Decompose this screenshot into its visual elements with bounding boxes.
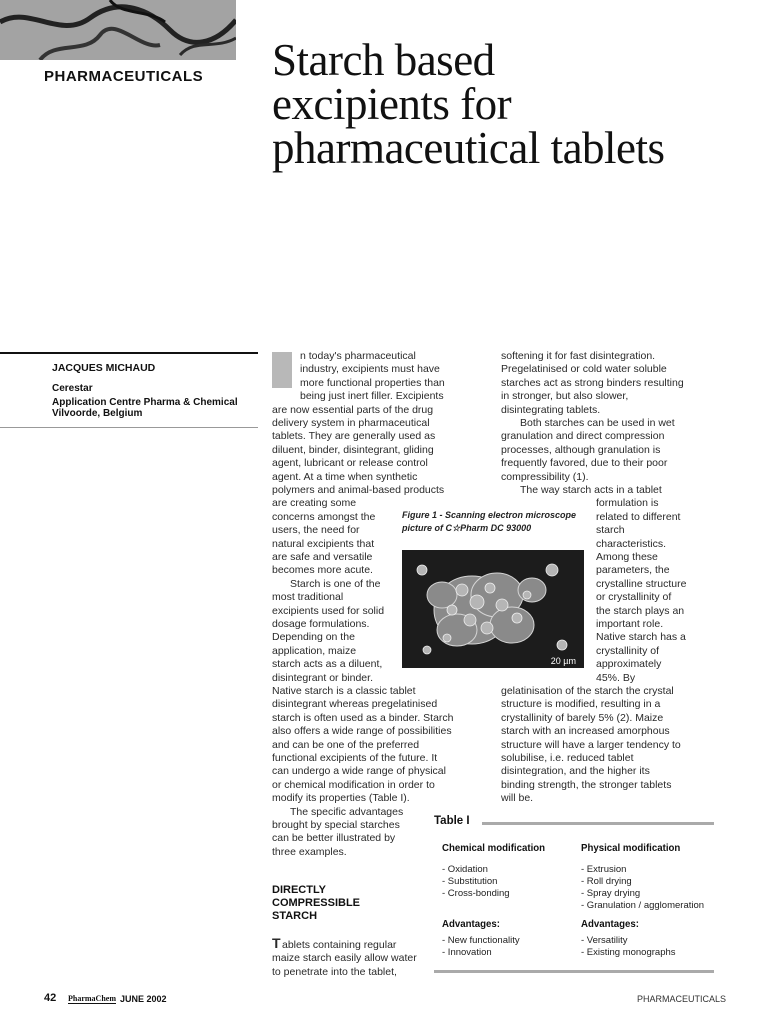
- table-advantages-label: Advantages:: [581, 918, 639, 930]
- body-text-line: n today's pharmaceutical: [300, 350, 416, 362]
- body-text-line: can undergo a wide range of physical: [272, 765, 446, 778]
- title-line: excipients for: [272, 79, 512, 129]
- body-text-line: becomes more acute.: [272, 564, 373, 577]
- magazine-logo: PharmaChem: [68, 994, 116, 1003]
- body-text-line: The specific advantages: [290, 805, 404, 818]
- body-text-line: parameters, the: [596, 564, 670, 577]
- body-text-line: Native starch is a classic tablet: [272, 685, 416, 697]
- body-text-line: formulation is: [596, 497, 659, 510]
- drop-cap-letter: T: [272, 935, 281, 951]
- body-text-line: are creating some: [272, 497, 357, 510]
- body-text-line: will be.: [501, 792, 534, 805]
- body-text-line: dosage formulations.: [272, 618, 370, 630]
- body-text-line: The way starch acts in a tablet: [520, 484, 662, 496]
- table-bottom-rule: [434, 970, 714, 973]
- table-advantages-label: Advantages:: [442, 918, 500, 930]
- body-text-line: disintegrating tablets.: [501, 403, 601, 416]
- body-text-line: being just inert filler. Excipients: [300, 390, 444, 403]
- body-text-line: Pregelatinised or cold water soluble: [501, 363, 667, 376]
- body-text-line: granulation and direct compression: [501, 430, 665, 443]
- table-cell-chemical: [442, 864, 510, 900]
- table-item: - Extrusion: [581, 864, 627, 875]
- body-text-line: to penetrate into the tablet,: [272, 965, 397, 978]
- body-text-line: modify its properties (Table I).: [272, 792, 410, 805]
- body-text-line: disintegration, and the higher its: [501, 765, 650, 778]
- title-line: Starch based: [272, 35, 495, 85]
- body-text-line: structure is modified, resulting in a: [501, 698, 661, 711]
- body-text-line: disintegrant whereas pregelatinised: [272, 698, 438, 711]
- table-item: - Roll drying: [581, 876, 632, 887]
- body-text-line: diluent, binder, disintegrant, gliding: [272, 443, 434, 456]
- table-item: - Oxidation: [442, 864, 488, 875]
- page-number: 42: [44, 992, 57, 1004]
- table-item: - Cross-bonding: [442, 888, 510, 899]
- body-text-line: Depending on the: [272, 631, 355, 644]
- body-text-line: the starch plays an: [596, 604, 685, 617]
- body-text-line: 45%. By: [596, 671, 636, 684]
- body-text-line: are now essential parts of the drug: [272, 403, 434, 416]
- body-text-line: can be better illustrated by: [272, 832, 396, 845]
- body-text-line: structure will have a larger tendency to: [501, 738, 681, 751]
- body-text-line: or crystallinity of: [596, 591, 672, 604]
- body-text-line: functional excipients of the future. It: [272, 752, 438, 764]
- table-cell-chemical-advantages: [442, 935, 520, 959]
- body-text-line: excipients used for solid: [272, 604, 385, 617]
- body-text-line: frequently favored, due to their poor: [501, 457, 668, 470]
- table-item: - New functionality: [442, 935, 520, 946]
- body-text-line: characteristics.: [596, 537, 667, 550]
- table-item: - Granulation / agglomeration: [581, 900, 705, 911]
- body-text-line: ablets containing regular: [282, 939, 397, 951]
- body-text-line: application, maize: [272, 644, 357, 657]
- body-text-line: brought by special starches: [272, 819, 400, 831]
- body-text-line: binding strength, the stronger tablets: [501, 778, 672, 791]
- body-text-line: are safe and versatile: [272, 551, 373, 563]
- body-text-line: related to different: [596, 510, 681, 523]
- body-text-line: also offers a wide range of possibilities: [272, 725, 452, 738]
- body-text-line: natural excipients that: [272, 537, 375, 550]
- body-text-line: three examples.: [272, 845, 347, 858]
- subheading-line: COMPRESSIBLE: [272, 897, 361, 909]
- body-text-line: crystallinity of: [596, 644, 660, 657]
- table-top-rule: [482, 822, 714, 825]
- body-text-line: starch: [596, 524, 625, 537]
- body-text-line: Native starch has a: [596, 631, 686, 644]
- body-text-line: starch is often used as a binder. Starch: [272, 711, 454, 724]
- table-header-physical: Physical modification: [581, 842, 681, 854]
- body-text-line: solubilise, i.e. reduced tablet: [501, 752, 634, 764]
- table-item: - Existing monographs: [581, 947, 676, 958]
- body-text-line: crystallinity of barely 5% (2). Maize: [501, 711, 664, 724]
- table-header-chemical: Chemical modification: [442, 842, 546, 854]
- body-text-line: important role.: [596, 618, 664, 630]
- body-text-line: users, the need for: [272, 524, 360, 537]
- table-cell-physical-advantages: [581, 935, 676, 959]
- header-photo: [0, 0, 236, 60]
- subheading-line: DIRECTLY: [272, 884, 326, 896]
- affiliation-line: Application Centre Pharma & Chemical: [52, 397, 238, 408]
- body-text-line: Among these: [596, 551, 658, 563]
- body-text-line: more functional properties than: [300, 376, 445, 389]
- table-cell-physical: [581, 864, 704, 912]
- table-title: Table I: [434, 815, 470, 827]
- footer-section: PHARMACEUTICALS: [637, 994, 727, 1004]
- section-subheading: [272, 884, 360, 923]
- body-text-line: or chemical modification in order to: [272, 778, 435, 791]
- body-text-line: Both starches can be used in wet: [520, 417, 675, 429]
- body-text-line: compressibility (1).: [501, 470, 589, 483]
- body-text-line: agent, lubricant or release control: [272, 457, 428, 470]
- body-text-line: most traditional: [272, 591, 344, 604]
- body-text-line: starches act as strong binders resulting: [501, 376, 684, 389]
- author-affiliation: [52, 383, 238, 419]
- body-text-line: polymers and animal-based products: [272, 484, 445, 496]
- table-item: - Substitution: [442, 876, 498, 887]
- subheading-line: STARCH: [272, 910, 318, 922]
- figure-caption: Figure 1 - Scanning electron microscope picture of C☆Pharm DC 93000: [402, 510, 577, 533]
- body-text-line: concerns amongst the: [272, 510, 376, 523]
- affiliation-line: Vilvoorde, Belgium: [52, 408, 143, 419]
- body-text-line: agent. At a time when synthetic: [272, 470, 418, 483]
- article-title: [272, 35, 742, 173]
- table-item: - Innovation: [442, 947, 492, 958]
- body-text-line: starch acts as a diluent,: [272, 658, 383, 671]
- body-text-line: crystalline structure: [596, 577, 687, 590]
- sem-micrograph: [402, 550, 584, 668]
- body-text-line: Starch is one of the: [290, 577, 381, 590]
- body-text-line: in stronger, but also slower,: [501, 390, 629, 403]
- body-text-line: disintegrant or binder.: [272, 671, 373, 684]
- title-line: pharmaceutical tablets: [272, 123, 665, 173]
- section-label: PHARMACEUTICALS: [44, 68, 204, 85]
- body-text-line: tablets. They are generally used as: [272, 430, 436, 443]
- scale-bar-label: 20 µm: [550, 656, 576, 666]
- body-text-line: and can be one of the preferred: [272, 738, 420, 751]
- affiliation-line: Cerestar: [52, 383, 93, 394]
- body-text-line: processes, although granulation is: [501, 443, 661, 456]
- author-name: JACQUES MICHAUD: [52, 362, 156, 374]
- body-text-line: gelatinisation of the starch the crystal: [501, 685, 674, 697]
- body-text-line: maize starch easily allow water: [272, 952, 417, 965]
- body-text-line: approximately: [596, 658, 662, 671]
- table-item: - Versatility: [581, 935, 628, 946]
- table-item: - Spray drying: [581, 888, 641, 899]
- issue-date: JUNE 2002: [120, 994, 167, 1004]
- body-text-line: industry, excipients must have: [300, 363, 440, 376]
- drop-cap-block: [272, 352, 292, 388]
- body-text-line: delivery system in pharmaceutical: [272, 417, 430, 429]
- body-text-line: starch with an increased amorphous: [501, 725, 670, 738]
- body-text-line: softening it for fast disintegration.: [501, 350, 656, 362]
